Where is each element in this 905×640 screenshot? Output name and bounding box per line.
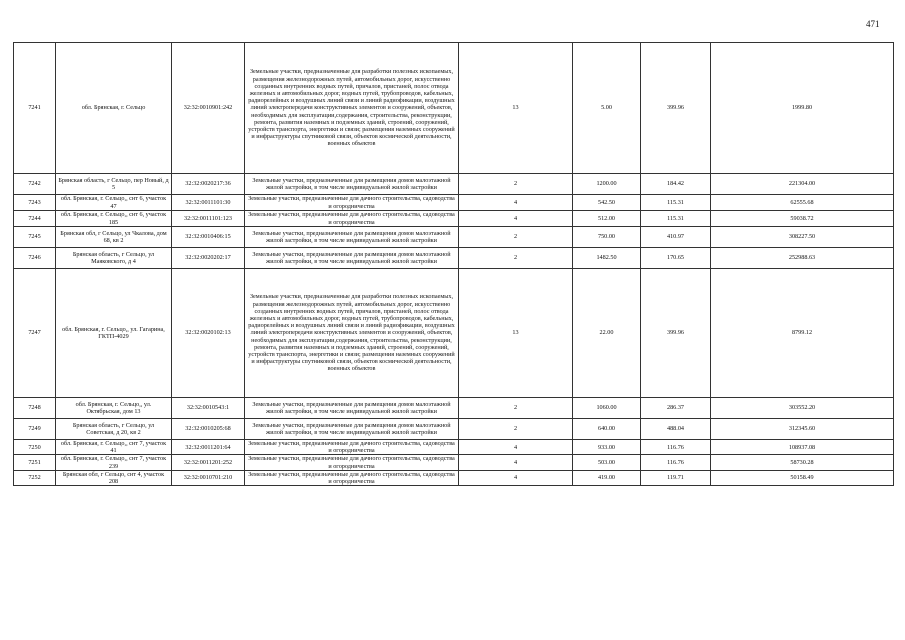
area-cell: 542.50 [573,195,641,211]
cadastral-number-cell: 32:32:0020102:13 [172,269,245,398]
address-cell: Брянская область, г Сельцо, ул Маяковского, д 4 [56,248,172,269]
cadastral-number-cell: 32:32:0011201:64 [172,440,245,455]
cadastral-number-cell: 32:32:0010901:242 [172,43,245,174]
rate-cell: 184.42 [641,174,711,195]
group-cell: 2 [459,227,573,248]
table-row [14,269,894,398]
row-number: 7241 [14,43,56,174]
row-number: 7248 [14,398,56,419]
cadastral-number-cell: 32:32:0020217:36 [172,174,245,195]
group-cell: 2 [459,398,573,419]
cadastral-number-cell: 32:32:0011101:30 [172,195,245,211]
area-cell: 933.00 [573,440,641,455]
table-row [14,419,894,440]
land-use-cell: Земельные участки, предназначенные для дачного строительства, садоводства и огородничества [245,440,459,455]
table-row [14,174,894,195]
table-row [14,211,894,227]
cadastral-number-cell: 32:32:0011201:252 [172,455,245,470]
cost-cell: 59038.72 [711,211,894,227]
land-use-cell: Земельные участки, предназначенные для дачного строительства, садоводства и огородничества [245,195,459,211]
area-cell: 419.00 [573,470,641,485]
rate-cell: 399.96 [641,43,711,174]
row-number: 7243 [14,195,56,211]
row-number: 7242 [14,174,56,195]
page-number: 471 [866,19,880,29]
rate-cell: 115.31 [641,195,711,211]
land-use-cell: Земельные участки, предназначенные для разработки полезных ископаемых, размещения железнодорожных путей, автомобильных дорог, искусственно созданных внутренних водных путей, причалов, пристаней, полос отвода железных и автомобильных дорог, водных путей, трубопроводов, кабельных, радиорелейных и воздушных линий связи и линий радиофикации, воздушных линий электропередачи конструктивных элементов и сооружений, объектов, необходимых для эксплуатации,содержания, строительства, реконструкции, ремонта, развития наземных и подземных зданий, строений, сооружений, устройств транспорта, энергетики и связи; размещения наземных сооружений и инфраструктуры спутниковой связи, объектов космической деятельности, военных объектов [245,269,459,398]
rate-cell: 410.97 [641,227,711,248]
table-row [14,248,894,269]
area-cell: 503.00 [573,455,641,470]
cost-cell: 303552.20 [711,398,894,419]
group-cell: 13 [459,269,573,398]
cost-cell: 1999.80 [711,43,894,174]
table-row [14,43,894,174]
cadastral-number-cell: 32:32:0011101:123 [172,211,245,227]
rate-cell: 170.65 [641,248,711,269]
rate-cell: 116.76 [641,455,711,470]
cost-cell: 252988.63 [711,248,894,269]
cost-cell: 62555.68 [711,195,894,211]
row-number: 7246 [14,248,56,269]
table-row [14,440,894,455]
address-cell: Брянская обл, г Сельцо, снт 4, участок 208 [56,470,172,485]
address-cell: обл. Брянская, г. Сельцо,, ул. Гагарина, ГКТП-4029 [56,269,172,398]
land-use-cell: Земельные участки, предназначенные для размещения домов малоэтажной жилой застройки, в том числе индивидуальной жилой застройки [245,419,459,440]
row-number: 7245 [14,227,56,248]
cadastral-number-cell: 32:32:0010701:210 [172,470,245,485]
cost-cell: 108937.08 [711,440,894,455]
cadastral-number-cell: 32:32:0020202:17 [172,248,245,269]
rate-cell: 115.31 [641,211,711,227]
area-cell: 1482.50 [573,248,641,269]
cost-cell: 8799.12 [711,269,894,398]
rate-cell: 488.04 [641,419,711,440]
area-cell: 750.00 [573,227,641,248]
land-use-cell: Земельные участки, предназначенные для размещения домов малоэтажной жилой застройки, в том числе индивидуальной жилой застройки [245,174,459,195]
area-cell: 1200.00 [573,174,641,195]
group-cell: 2 [459,248,573,269]
cost-cell: 308227.50 [711,227,894,248]
land-use-cell: Земельные участки, предназначенные для дачного строительства, садоводства и огородничества [245,211,459,227]
address-cell: обл. Брянская, г. Сельцо,, снт 7, участок 41 [56,440,172,455]
land-use-cell: Земельные участки, предназначенные для размещения домов малоэтажной жилой застройки, в том числе индивидуальной жилой застройки [245,398,459,419]
group-cell: 2 [459,174,573,195]
table-row [14,470,894,485]
row-number: 7249 [14,419,56,440]
land-use-cell: Земельные участки, предназначенные для размещения домов малоэтажной жилой застройки, в том числе индивидуальной жилой застройки [245,227,459,248]
cost-cell: 312345.60 [711,419,894,440]
area-cell: 512.00 [573,211,641,227]
cadastral-number-cell: 32:32:0010406:15 [172,227,245,248]
group-cell: 4 [459,440,573,455]
area-cell: 1060.00 [573,398,641,419]
group-cell: 4 [459,211,573,227]
group-cell: 2 [459,419,573,440]
cadastral-number-cell: 32:32:0010205:68 [172,419,245,440]
address-cell: обл. Брянская, г. Сельцо,, снт 6, участок 185 [56,211,172,227]
table-row [14,398,894,419]
table-row [14,195,894,211]
address-cell: Брянская область, г Сельцо, ул Советская, д 20, кв 2 [56,419,172,440]
area-cell: 22.00 [573,269,641,398]
row-number: 7244 [14,211,56,227]
address-cell: обл. Брянская, г. Сельцо [56,43,172,174]
row-number: 7252 [14,470,56,485]
land-use-cell: Земельные участки, предназначенные для дачного строительства, садоводства и огородничества [245,470,459,485]
rate-cell: 399.96 [641,269,711,398]
address-cell: обл. Брянская, г. Сельцо,, ул. Октябрьская, дом 13 [56,398,172,419]
row-number: 7250 [14,440,56,455]
rate-cell: 119.71 [641,470,711,485]
cadastral-value-table [13,42,894,486]
address-cell: обл. Брянская, г. Сельцо,, снт 6, участок 47 [56,195,172,211]
rate-cell: 116.76 [641,440,711,455]
group-cell: 4 [459,470,573,485]
area-cell: 640.00 [573,419,641,440]
table-row [14,455,894,470]
land-use-cell: Земельные участки, предназначенные для дачного строительства, садоводства и огородничества [245,455,459,470]
group-cell: 13 [459,43,573,174]
cost-cell: 58730.28 [711,455,894,470]
cost-cell: 221304.00 [711,174,894,195]
land-use-cell: Земельные участки, предназначенные для разработки полезных ископаемых, размещения железнодорожных путей, автомобильных дорог, искусственно созданных внутренних водных путей, причалов, пристаней, полос отвода железных и автомобильных дорог, водных путей, трубопроводов, кабельных, радиорелейных и воздушных линий связи и линий радиофикации, воздушных линий электропередачи конструктивных элементов и сооружений, объектов, необходимых для эксплуатации,содержания, строительства, реконструкции, ремонта, развития наземных и подземных зданий, строений, сооружений, устройств транспорта, энергетики и связи; размещения наземных сооружений и инфраструктуры спутниковой связи, объектов космической деятельности, военных объектов [245,43,459,174]
group-cell: 4 [459,195,573,211]
area-cell: 5.00 [573,43,641,174]
row-number: 7247 [14,269,56,398]
table-row [14,227,894,248]
address-cell: обл. Брянская, г. Сельцо,, снт 7, участок 239 [56,455,172,470]
address-cell: Брянская обл, г Сельцо, ул Чкалова, дом 68, кв 2 [56,227,172,248]
group-cell: 4 [459,455,573,470]
row-number: 7251 [14,455,56,470]
rate-cell: 286.37 [641,398,711,419]
cost-cell: 50158.49 [711,470,894,485]
cadastral-number-cell: 32:32:0010543:1 [172,398,245,419]
address-cell: Брянская область, г Сельцо, пер Новый, д 5 [56,174,172,195]
land-use-cell: Земельные участки, предназначенные для размещения домов малоэтажной жилой застройки, в том числе индивидуальной жилой застройки [245,248,459,269]
